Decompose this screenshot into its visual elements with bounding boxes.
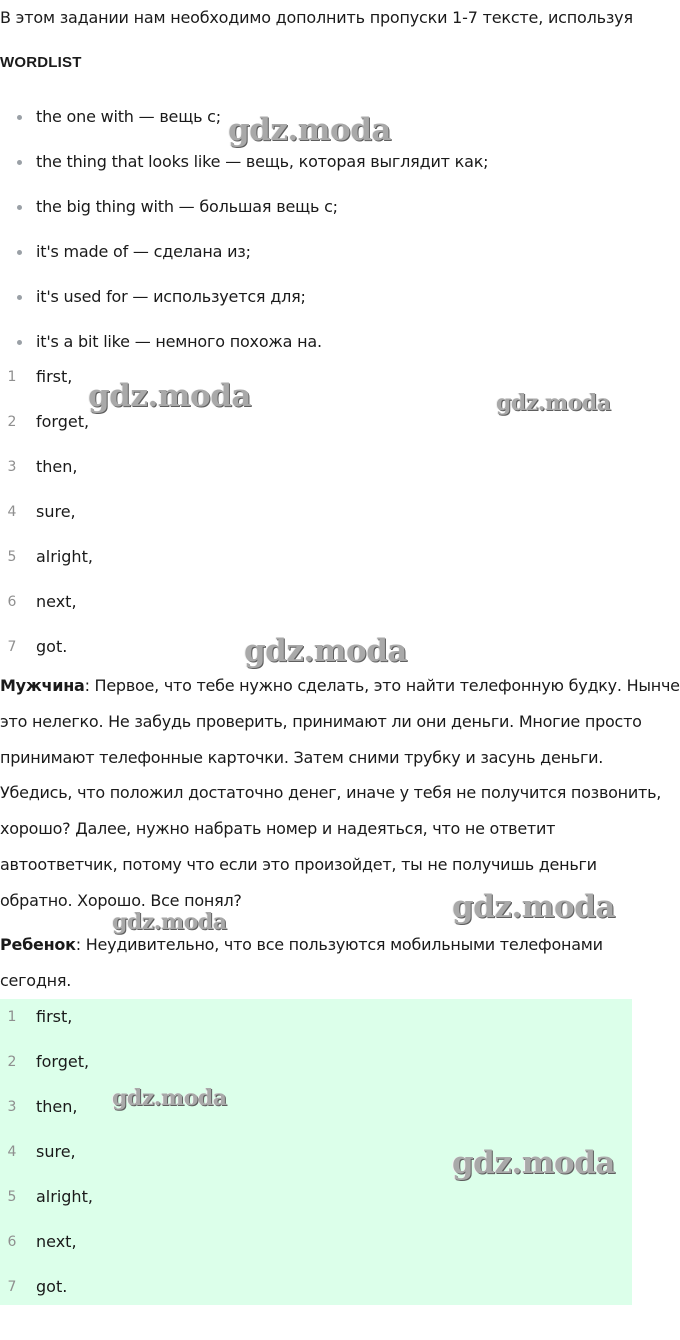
bullet-icon [17,160,22,165]
bullet-icon [17,340,22,345]
watermark: gdz.moda [88,378,251,414]
list-item: 4 sure, [0,490,93,535]
item-number: 6 [7,594,17,610]
watermark: gdz.moda [496,390,611,416]
speaker-label: Мужчина [0,676,85,695]
child-paragraph: Ребенок: Неудивительно, что все пользуются мобильными телефонами сегодня. [0,935,603,990]
item-number: 5 [7,549,17,565]
list-item: 4 sure, [0,1130,93,1175]
bullet-icon [17,205,22,210]
item-number: 6 [7,1234,17,1250]
item-number: 3 [7,1099,17,1115]
list-item: it's made of — сделана из; [0,230,488,275]
list-item: 3 then, [0,445,93,490]
list-item: 2 forget, [0,1040,93,1085]
list-item: 6 next, [0,580,93,625]
wordlist-heading: WORDLIST [0,54,82,71]
watermark: gdz.moda [112,909,227,935]
intro-text: В этом задании нам необходимо дополнить пропуски 1-7 тексте, используя [0,8,633,27]
item-number: 7 [7,1279,17,1295]
list-item: 7 got. [0,1265,93,1310]
list-item: 2 forget, [0,400,93,445]
bullet-icon [17,295,22,300]
list-item: 3 then, [0,1085,93,1130]
list-item: 1 first, [0,355,93,400]
speaker-label: Ребенок [0,935,76,954]
list-item: 5 alright, [0,535,93,580]
watermark: gdz.moda [228,112,391,148]
item-number: 3 [7,459,17,475]
item-number: 4 [7,504,17,520]
bullet-icon [17,115,22,120]
watermark: gdz.moda [244,633,407,669]
list-item: 5 alright, [0,1175,93,1220]
item-number: 4 [7,1144,17,1160]
list-item: the big thing with — большая вещь с; [0,185,488,230]
list-item: the one with — вещь с; [0,95,488,140]
watermark: gdz.moda [452,889,615,925]
list-item: 6 next, [0,1220,93,1265]
bullet-icon [17,250,22,255]
item-number: 7 [7,639,17,655]
item-number: 2 [7,414,17,430]
list-item: it's used for — используется для; [0,275,488,320]
list-item: 7 got. [0,625,93,670]
item-number: 2 [7,1054,17,1070]
list-item: it's a bit like — немного похожа на. [0,320,488,365]
answer-list-highlighted [0,995,93,1310]
item-number: 1 [7,1009,17,1025]
list-item: 1 first, [0,995,93,1040]
list-item: the thing that looks like — вещь, которая выглядит как; [0,140,488,185]
item-number: 1 [7,369,17,385]
watermark: gdz.moda [452,1145,615,1181]
watermark: gdz.moda [112,1085,227,1111]
man-paragraph: Мужчина: Первое, что тебе нужно сделать, это найти телефонную будку. Нынче это нелегко. Не забудь проверить, принимают ли они деньги. Многие просто принимают телефонные карточки. Затем сними трубку и засунь деньги. Убедись, что положил достаточно денег, иначе у тебя не получится позвонить, хорошо? Далее, нужно набрать номер и надеяться, что не ответит автоответчик, потому что если это произойдет, ты не получишь деньги обратно. Хорошо. Все понял? [0,676,680,910]
item-number: 5 [7,1189,17,1205]
answer-list [0,355,93,670]
